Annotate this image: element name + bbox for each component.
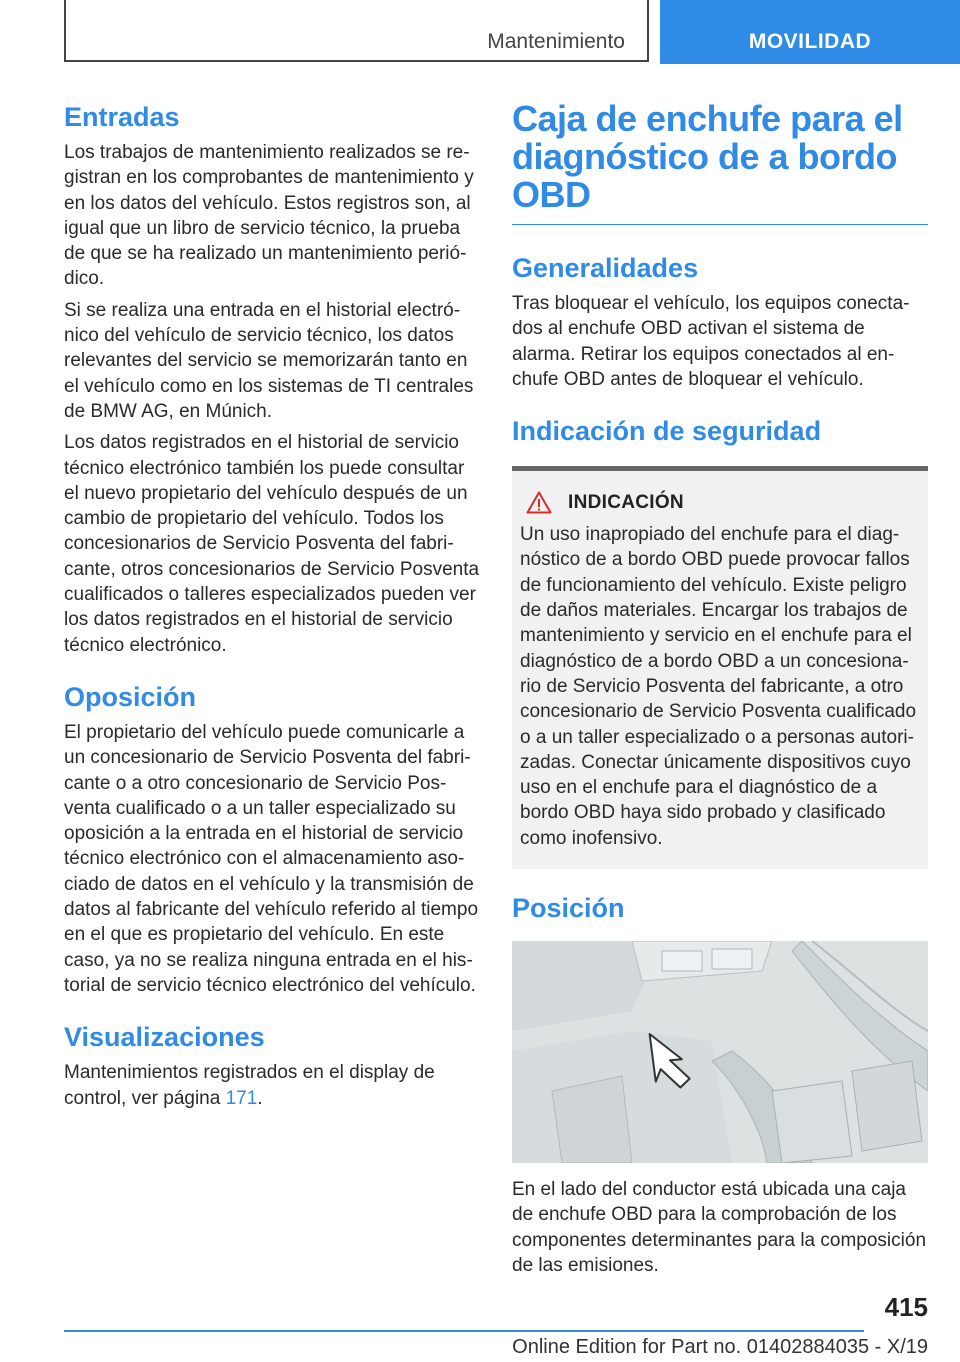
header-section-label: Mantenimiento bbox=[487, 30, 625, 53]
entradas-paragraph-3: Los datos registrados en el historial de servicio técnico electrónico también los puede consultar el nuevo propietario del vehículo después de un cambio de propietario del vehículo. Todos los concesionarios de Servicio Posventa del fabricante, otros concesionarios de Servicio Posventa cualificados o talleres especializados pueden ver los datos registrados en el historial de servicio técnico electrónico. bbox=[64, 432, 480, 656]
safety-note-box bbox=[512, 466, 928, 869]
entradas-paragraph-2: Si se realiza una entrada en el historial electrónico del vehículo de servicio técnico, los datos relevantes del servicio se memorizarán tanto en el vehículo como en los sistemas de TI centrales de BMW AG, en Múnich. bbox=[64, 299, 474, 422]
note-text: Un uso inapropiado del enchufe para el diagnóstico de a bordo OBD puede provocar fallos de funcionamiento del vehículo. Existe peligro de daños materiales. Encargar los trabajos de mantenimiento y servicio en el enchufe para el diagnóstico de a bordo OBD a un concesionario de Servicio Posventa del fabricante, a otro concesionario de Servicio Posventa cualificado o a un taller especializado o a personas autorizadas. Conectar únicamente dispositivos cuyo uso en el enchufe para el diagnóstico de a bordo OBD haya sido probado y clasificado como inofensivo. bbox=[520, 524, 917, 849]
visualizaciones-text: Mantenimientos registrados en el display de control, ver página bbox=[64, 1062, 435, 1109]
heading-oposicion: Oposición bbox=[64, 681, 197, 712]
visualizaciones-end: . bbox=[257, 1087, 263, 1109]
right-column bbox=[512, 100, 928, 1278]
page-header bbox=[0, 0, 960, 66]
heading-posicion: Posición bbox=[512, 893, 625, 924]
heading-visualizaciones: Visualizaciones bbox=[64, 1022, 265, 1053]
oposicion-paragraph: El propietario del vehículo puede comunicarle a un concesionario de Servicio Posventa del fabricante o a otro concesionario de Servicio Posventa cualificado o a un taller especializado su oposición a la entrada en el historial de servicio técnico electrónico con el almacenamiento asociado de datos en el vehículo y la transmisión de datos al fabricante del vehículo referido al tiempo en el que es propietario del vehículo. En este caso, ya no se realiza ninguna entrada en el historial de servicio técnico electrónico del vehículo. bbox=[64, 721, 479, 996]
obd-position-illustration bbox=[512, 941, 928, 1163]
entradas-paragraph-1: Los trabajos de mantenimiento realizados se registran en los comprobantes de mantenimiento y en los datos del vehículo. Estos registros son, al igual que un libro de servicio técnico, la prueba de que se ha realizado un mantenimiento periódico. bbox=[64, 142, 474, 290]
footwell-drawing bbox=[512, 941, 928, 1163]
posicion-caption: En el lado del conductor está ubicada una caja de enchufe OBD para la comprobación de los componentes determinantes para la composición de las emisiones. bbox=[512, 1179, 927, 1276]
page-footer bbox=[64, 1292, 928, 1358]
heading-seguridad: Indicación de seguridad bbox=[512, 416, 822, 447]
header-chapter-tab[interactable]: MOVILIDAD bbox=[660, 0, 960, 64]
heading-entradas: Entradas bbox=[64, 102, 180, 132]
visualizaciones-paragraph bbox=[64, 1060, 480, 1111]
generalidades-paragraph: Tras bloquear el vehículo, los equipos conectados al enchufe OBD activan el sistema de alarma. Retirar los equipos conectados al enchufe OBD antes de bloquear el vehículo. bbox=[512, 293, 910, 390]
warning-triangle-icon bbox=[526, 491, 552, 514]
left-column bbox=[64, 100, 480, 1111]
note-label: INDICACIÓN bbox=[568, 491, 684, 513]
page-number: 415 bbox=[884, 1292, 928, 1322]
main-title: Caja de enchufe para el diagnóstico de a bordo OBD bbox=[512, 98, 903, 215]
page-reference-link[interactable]: 171 bbox=[225, 1087, 258, 1109]
heading-generalidades: Generalidades bbox=[512, 253, 699, 283]
footer-rule bbox=[64, 1330, 864, 1332]
edition-text: Online Edition for Part no. 01402884035 - X/19 bbox=[512, 1336, 928, 1358]
note-header bbox=[520, 491, 920, 514]
